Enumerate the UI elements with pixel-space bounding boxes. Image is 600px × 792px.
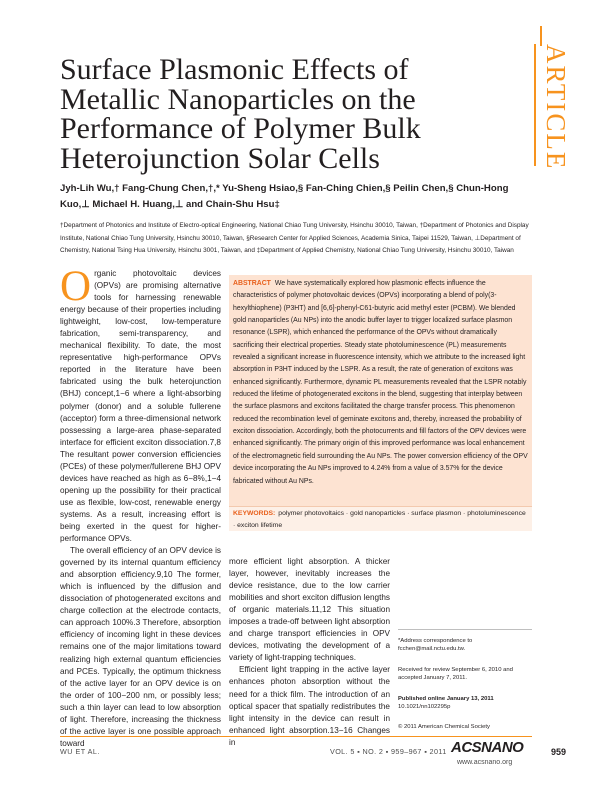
- received-note: Received for review September 6, 2010 and accepted January 7, 2011.: [398, 667, 513, 682]
- journal-url[interactable]: www.acsnano.org: [457, 759, 513, 766]
- intro-paragraph-2: The overall efficiency of an OPV device is governed by its internal quantum efficiency and absorption efficiency.9,10 The former, which is influenced by the diffusion and dissociation of photogenerated excitons and charge collection at the electrode contacts, can approach 100%.3 Therefore, absorption efficiency of incoming light in these devices remains one of the major limitations toward realizing high external quantum efficiencies and PCEs. Typically, the optimum thickness of the active layer for an OPV device is on the order of 100−200 nm, or possibly less; such a thin layer can lead to low absorption of light. Therefore, increasing the thickness of the active layer is one possible approach toward: [60, 546, 221, 748]
- drop-cap: O: [60, 263, 92, 310]
- abstract: [233, 278, 529, 488]
- footnote-rule: [398, 629, 532, 630]
- footer-volume-info: VOL. 5 ▪ NO. 2 ▪ 959–967 ▪ 2011: [330, 747, 447, 756]
- abstract-label: ABSTRACT: [233, 280, 271, 287]
- correspondence-email[interactable]: fcchen@mail.nctu.edu.tw.: [398, 646, 466, 653]
- copyright-note: © 2011 American Chemical Society: [398, 724, 490, 730]
- correspondence-note: [398, 637, 532, 654]
- keywords-label: KEYWORDS:: [233, 510, 276, 517]
- footer-authors: WU ET AL.: [60, 747, 100, 756]
- correspondence-label: *Address correspondence to: [398, 638, 473, 644]
- intro-column: [60, 263, 221, 758]
- keywords-list: polymer photovoltaics · gold nanoparticles · surface plasmon · photoluminescence · exciton lifetime: [233, 510, 526, 529]
- abstract-body: We have systematically explored how plasmonic effects influence the characteristics of polymer photovoltaic devices (OPVs) incorporating a blend of poly(3-hexylthiophene) (P3HT) and [6,6]-phenyl-C61-butyric acid methyl ester (PCBM). We blended gold nanoparticles (Au NPs) into the anodic buffer layer to trigger localized surface plasmon resonance (LSPR), which enhanced the performance of the OPVs without dramatically sacrificing their electrical properties. Steady state photoluminescence (PL) measurements revealed a significant increase in fluorescence intensity, which we attribute to the increased light absorption in P3HT induced by the LSPR. As a result, the rate of generation of excitons was enhanced significantly. Furthermore, dynamic PL measurements revealed that the LSPR notably reduced the lifetime of photogenerated excitons in the blend, suggesting that interplay between the surface plasmons and excitons facilitated the charge transfer process. This phenomenon reduced the recombination level of geminate excitons and, thereby, increased the probability of exciton dissociation. Accordingly, both the photocurrents and fill factors of the OPV devices were enhanced significantly. The primary origin of this improved performance was local enhancement of the electromagnetic field surrounding the Au NPs. The power conversion efficiency of the OPV device incorporating the Au NPs improved to 4.24% from a value of 3.57% for the device fabricated without Au NPs.: [233, 280, 528, 485]
- page-number: 959: [551, 747, 567, 757]
- published-note: [398, 695, 532, 712]
- article-section-band: [534, 44, 571, 171]
- affiliations: †Department of Photonics and Institute of Electro-optical Engineering, National Chiao Tung University, Hsinchu 30010, Taiwan, †Department of Photonics and Display Institute, National Chiao Tung University, Hsinchu 30010, Taiwan, §Research Center for Applied Sciences, Academia Sinica, Taipei 11529, Taiwan, ⊥Department of Chemistry, National Tsing Hua University, Hsinchu 3001, Taiwan, and ‡Department of Applied Chemistry, National Chiao Tung University, Hsinchu 30010, Taiwan: [60, 222, 529, 255]
- published-label: Published online January 13, 2011: [398, 696, 494, 702]
- body-column-2: [229, 556, 390, 749]
- intro-paragraph-1: rganic photovoltaic devices (OPVs) are promising alternative tools for harnessing renewable energy because of their properties including lightweight, low-cost, low-temperature fabrication, semi-transparency, and mechanical flexibility. To date, the most representative high-performance OPVs reported in the literature have been fabricated using the bulk heterojunction (BHJ) concept,1−6 where a light-absorbing polymer (donor) and a soluble fullerene (acceptor) form a three-dimensional network possessing a large-area phase-separated interface for efficient exciton dissociation.7,8 The resultant power conversion efficiencies (PCEs) of these polymer/fullerene BHJ OPV devices have reached as high as 6−8%,1−4 opening up the possibility for their practical use as flexible, low-cost, renewable energy systems. As a result, increasing effort is being exerted in the quest for higher-performance OPVs.: [60, 269, 221, 544]
- paper-title: Surface Plasmonic Effects of Metallic Nanoparticles on the Performance of Polymer Bulk Heterojunction Solar Cells: [60, 53, 421, 175]
- body-paragraph-1: more efficient light absorption. A thicker layer, however, inevitably increases the device resistance, due to the low carrier mobilities and short exciton diffusion lengths of organic materials.11,12 This situation imposes a trade-off between light absorption and charge transport efficiencies in OPV devices, motivating the development of a variety of light-trapping techniques.: [229, 557, 390, 663]
- doi[interactable]: 10.1021/nn102295p: [398, 704, 451, 711]
- footer-rule: [60, 736, 532, 737]
- body-paragraph-2: Efficient light trapping in the active layer enhances photon absorption without the need for a thick film. The introduction of an optical spacer that spatially redistributes the light intensity in the device can result in enhanced light absorption.13−16 Changes in: [229, 665, 390, 747]
- journal-logo: ACSNANO: [451, 739, 524, 756]
- header-accent-rule: [540, 26, 542, 46]
- keywords: [233, 508, 529, 532]
- article-band-rule: [534, 44, 536, 166]
- author-list: Jyh-Lih Wu,† Fang-Chung Chen,†,* Yu-Sheng Hsiao,§ Fan-Ching Chien,§ Peilin Chen,§ Chun-Hong Kuo,⊥ Michael H. Huang,⊥ and Chain-Shu Hsu‡: [60, 183, 509, 210]
- article-label: ARTICLE: [541, 44, 571, 171]
